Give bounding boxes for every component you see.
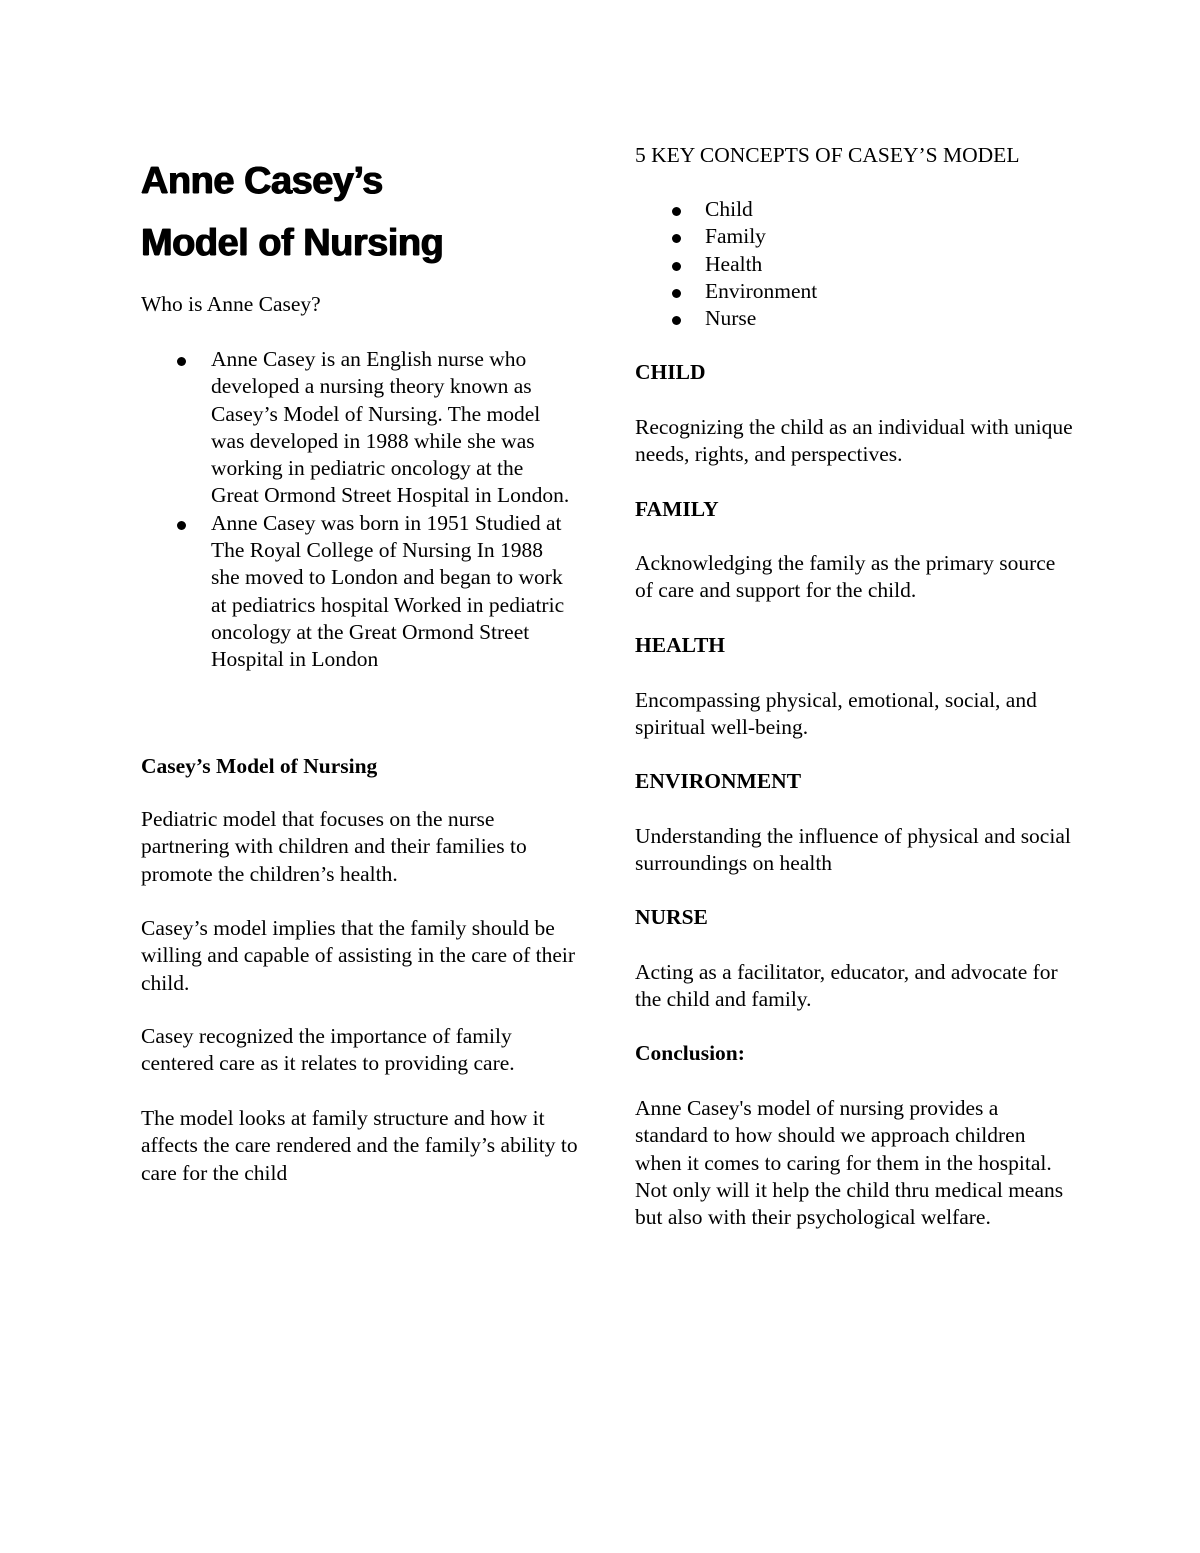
title-line-2: Model of Nursing <box>141 222 444 264</box>
paragraph: Pediatric model that focuses on the nurse partnering with children and their families to promote the children’s health. <box>141 807 527 886</box>
concepts-heading: 5 KEY CONCEPTS OF CASEY’S MODEL <box>635 143 1020 167</box>
list-item <box>635 305 1075 332</box>
list-item-text: Anne Casey is an English nurse who developed a nursing theory known as Casey’s Model of Nursing. The model was developed in 1988 while she was working in pediatric oncology at the Great Ormond Street Hospital in London. <box>211 347 570 508</box>
section-text-environment: Understanding the influence of physical and social surroundings on health <box>635 824 1071 876</box>
bullet-icon <box>672 316 681 325</box>
list-item-text: Child <box>705 197 753 221</box>
list-item <box>635 223 1075 250</box>
list-item <box>141 346 571 510</box>
list-item-text: Anne Casey was born in 1951 Studied at The Royal College of Nursing In 1988 she moved to London and began to work at pediatrics hospital Worked in pediatric oncology at the Great Ormond Street Hospital in London <box>211 510 565 672</box>
bullet-icon <box>177 357 186 366</box>
section-heading-child: CHILD <box>635 360 706 384</box>
bullet-icon <box>672 207 681 216</box>
section-heading-environment: ENVIRONMENT <box>635 769 802 793</box>
section-heading: Casey’s Model of Nursing <box>141 754 378 778</box>
list-item <box>635 278 1075 305</box>
paragraph: The model looks at family structure and how it affects the care rendered and the family’s ability to care for the child <box>141 1106 578 1185</box>
who-heading: Who is Anne Casey? <box>141 292 321 316</box>
section-text-nurse: Acting as a facilitator, educator, and advocate for the child and family. <box>635 960 1058 1012</box>
section-heading-nurse: NURSE <box>635 905 708 929</box>
concepts-list <box>635 196 1075 332</box>
section-heading-health: HEALTH <box>635 633 726 657</box>
list-item-text: Family <box>705 224 766 249</box>
list-item <box>635 196 1075 223</box>
list-item-text: Environment <box>705 278 818 303</box>
section-text-conclusion: Anne Casey's model of nursing provides a standard to how should we approach children when it comes to caring for them in the hospital. Not only will it help the child thru medical means but also with their psychological welfare. <box>635 1096 1064 1230</box>
section-heading-family: FAMILY <box>635 497 719 521</box>
document-title <box>141 150 443 274</box>
list-item <box>635 251 1075 278</box>
title-line-1: Anne Casey’s <box>141 160 383 202</box>
who-bullet-list <box>141 346 581 674</box>
section-text-family: Acknowledging the family as the primary source of care and support for the child. <box>635 551 1056 603</box>
section-text-child: Recognizing the child as an individual with unique needs, rights, and perspectives. <box>635 415 1073 467</box>
paragraph: Casey recognized the importance of family centered care as it relates to providing care. <box>141 1024 515 1076</box>
list-item-text: Nurse <box>705 306 757 331</box>
bullet-icon <box>672 262 681 271</box>
section-heading-conclusion: Conclusion: <box>635 1041 745 1065</box>
paragraph: Casey’s model implies that the family should be willing and capable of assisting in the care of their child. <box>141 916 576 995</box>
bullet-icon <box>177 521 186 530</box>
bullet-icon <box>672 234 681 243</box>
section-text-health: Encompassing physical, emotional, social, and spiritual well-being. <box>635 688 1037 740</box>
list-item <box>141 510 571 674</box>
bullet-icon <box>672 289 681 298</box>
list-item-text: Health <box>705 251 763 276</box>
